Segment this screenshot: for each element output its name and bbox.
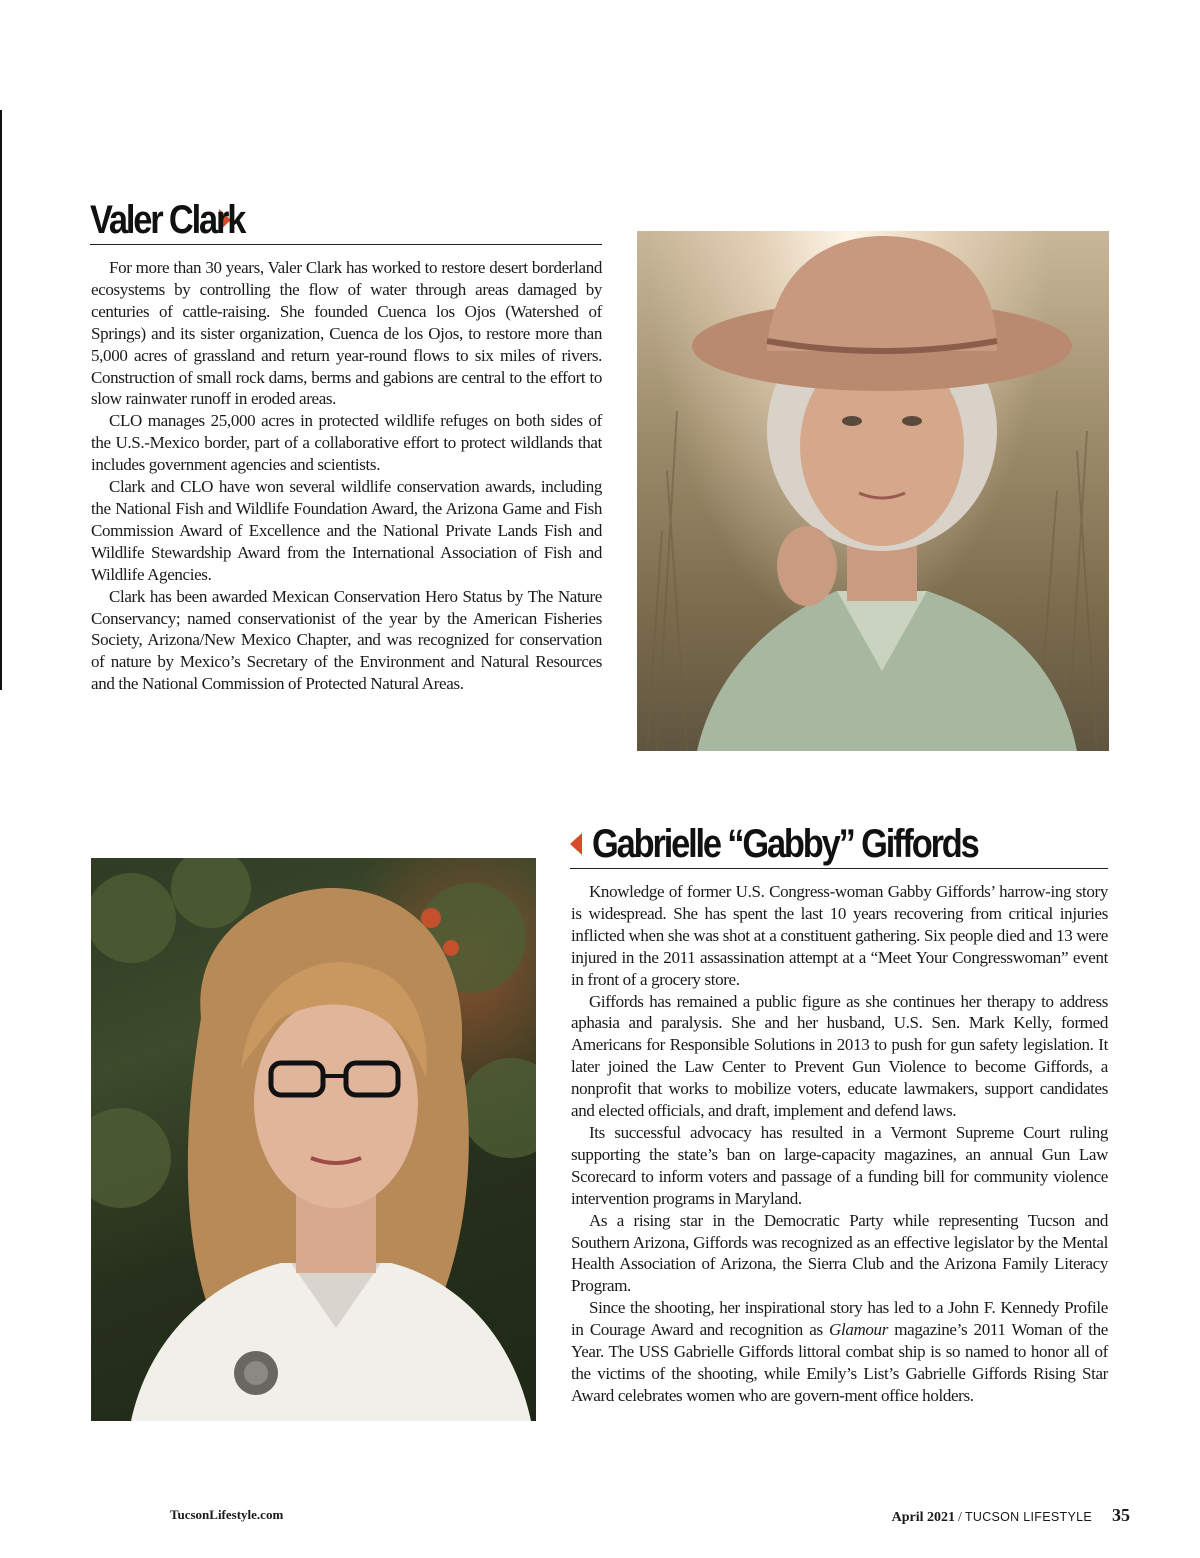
giffords-paragraph: Its successful advocacy has resulted in a Vermont Supreme Court ruling supporting the state’s ban on large-capacity magazines, an annual Gun Law Scorecard to inform voters and passage of a funding bill for community violence intervention programs in Maryland. (571, 1122, 1108, 1208)
clark-paragraph: For more than 30 years, Valer Clark has worked to restore desert borderland ecosystems by controlling the flow of water through areas damaged by centuries of cattle-raising. She founded Cuenca los Ojos (Watershed of Springs) and its sister organization, Cuenca de los Ojos, to restore more than 5,000 acres of grassland and return year-round flows to six miles of rivers. Construction of small rock dams, berms and gabions are central to the effort to slow rainwater runoff in eroded areas. (91, 258, 602, 409)
footer-folio (892, 1505, 1130, 1526)
clark-heading (90, 200, 602, 245)
magazine-title: Glamour (829, 1320, 888, 1340)
giffords-paragraph-last (571, 1297, 1108, 1407)
giffords-paragraph: As a rising star in the Democratic Party while representing Tucson and Southern Arizona, Giffords was recognized as an effective legislator by the Mental Health Association of Arizona, the Sierra Club and the Arizona Family Literacy Program. (571, 1210, 1108, 1296)
clark-paragraph: CLO manages 25,000 acres in protected wildlife refuges on both sides of the U.S.-Mexico border, part of a collaborative effort to protect wildlands that includes government agencies and scientists. (91, 411, 602, 475)
giffords-paragraph: Knowledge of former U.S. Congress-woman Gabby Giffords’ harrow-ing story is widespread. She has spent the last 10 years recovering from critical injuries inflicted when she was shot at a constituent gathering. Six people died and 13 were injured in the 2011 assassination attempt at a “Meet Your Congresswoman” event in front of a grocery store. (571, 882, 1108, 989)
clark-portrait-photo (637, 231, 1109, 751)
text-run: Since the shooting, her inspirational story has led to a John F. Kennedy Profile in Courage Award and recognition as (571, 1298, 1108, 1340)
giffords-paragraph: Giffords has remained a public figure as she continues her therapy to address aphasia and paralysis. She and her husband, U.S. Sen. Mark Kelly, formed Americans for Responsible Solutions in 2013 to push for gun safety legislation. It later joined the Law Center to Prevent Gun Violence to become Giffords, a nonprofit that works to mobilize voters, educate lawmakers, support candidates and elected officials, and draft, implement and defend laws. (571, 991, 1108, 1121)
clark-article (91, 257, 602, 695)
giffords-article (571, 881, 1108, 1407)
clark-name: Valer Clark (90, 198, 245, 242)
clark-paragraph: Clark and CLO have won several wildlife conservation awards, including the National Fish and Wildlife Foundation Award, the Arizona Game and Fish Commission Award of Excellence and the National Private Lands Fish and Wildlife Stewardship Award from the International Association of Fish and Wildlife Agencies. (91, 477, 602, 584)
footer-separator: / (958, 1510, 962, 1525)
arrow-left-icon (570, 833, 582, 855)
clark-portrait-illustration (637, 231, 1109, 751)
page-margin-rule (0, 110, 2, 690)
clark-paragraph: Clark has been awarded Mexican Conservation Hero Status by The Nature Conservancy; named conservationist of the year by the American Fisheries Society, Arizona/New Mexico Chapter, and was recognized for conservation of nature by Mexico’s Secretary of the Environment and Natural Resources and the National Commission of Protected Natural Areas. (91, 586, 602, 694)
footer-magazine-name: TUCSON LIFESTYLE (964, 1510, 1092, 1524)
giffords-portrait-illustration (91, 858, 536, 1421)
text-run: magazine’s 2011 Woman of the Year. The USS Gabrielle Giffords littoral combat ship is so named to honor all of the victims of the shooting, while Emily’s List’s Gabrielle Giffords Rising Star Award celebrates women who are govern-ment office holders. (571, 1320, 1109, 1405)
giffords-heading (570, 824, 1108, 869)
footer-issue-date: April 2021 (891, 1510, 956, 1525)
page-number: 35 (1112, 1505, 1130, 1525)
giffords-name: Gabrielle “Gabby” Giffords (592, 822, 978, 866)
footer-website: TucsonLifestyle.com (170, 1507, 284, 1522)
giffords-portrait-photo (91, 858, 536, 1421)
